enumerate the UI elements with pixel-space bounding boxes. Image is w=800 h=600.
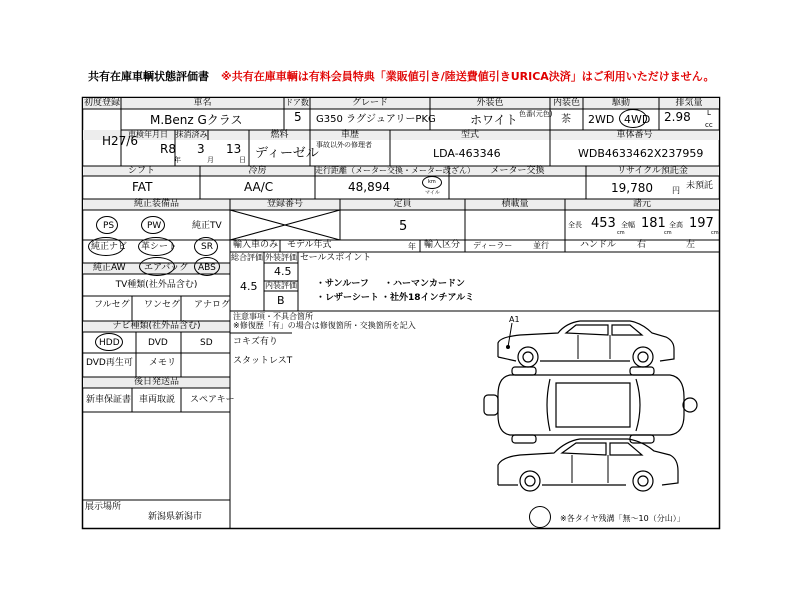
equip-pw-circle [141, 216, 165, 234]
label-meter-swap: メーター交換 [490, 166, 545, 176]
label-fuel: 燃料 [270, 130, 289, 140]
equip-navi: 純正ナビ [91, 242, 128, 252]
int-color-value: 茶 [561, 114, 571, 125]
dim-length-unit: cm [617, 230, 625, 236]
label-tv: TV種類(社外品含む) [115, 280, 198, 290]
equip-sr: SR [201, 242, 213, 252]
label-unused: 抹消済み [175, 130, 208, 139]
sales-leather: ・レザーシート [316, 293, 379, 303]
equip-ps: PS [103, 221, 115, 231]
recycle-value: 19,780 [611, 181, 653, 195]
equip-pw: PW [147, 221, 162, 231]
label-grade: グレード [351, 98, 388, 108]
tv-oneseg: ワンセグ [144, 300, 181, 310]
label-location: 展示場所 [85, 502, 122, 512]
drive-4wd-circle [619, 109, 647, 128]
grade-value: G350 ラグジュアリーPKG [316, 114, 436, 125]
nav-hdd-circle [95, 333, 123, 351]
equip-leather-circle [138, 237, 174, 256]
ext-eval-value: 4.5 [274, 265, 292, 278]
tv-analog: アナログ [194, 300, 231, 310]
label-first-reg: 初度登録 [83, 98, 120, 108]
unit-day: 日 [239, 156, 246, 164]
label-std-equip: 純正装備品 [133, 199, 179, 209]
nav-dvd-play: DVD再生可 [86, 358, 133, 368]
label-displacement: 排気量 [675, 98, 703, 108]
label-ac: 冷房 [248, 166, 267, 176]
label-import-only: 輸入車のみ [233, 240, 279, 250]
mileage-value: 48,894 [348, 180, 390, 194]
fuel-value: ディーゼル [255, 146, 319, 161]
nav-dvd: DVD [148, 338, 168, 348]
label-sales-points: セールスポイント [300, 253, 372, 263]
dim-height-label: 全高 [669, 221, 683, 229]
model-value: LDA-463346 [433, 147, 501, 160]
unit-model-year: 年 [408, 242, 416, 251]
notice-text: ※共有在庫車輌は有料会員特典「業販値引き/陸送費値引きURICA決済」はご利用いただけません。 [221, 70, 715, 83]
note-scratches: コキズ有り [233, 337, 278, 347]
label-body: 車歴 [340, 130, 359, 140]
nav-sd: SD [200, 338, 213, 348]
equip-airbag: エアバッグ [144, 263, 189, 273]
label-nav: ナビ種類(社外品含む) [112, 321, 201, 331]
unit-month: 月 [207, 156, 214, 164]
drive-4wd: 4WD [624, 113, 651, 126]
sales-sunroof: ・サンルーフ [316, 279, 369, 289]
dim-width-value: 181 [641, 216, 666, 231]
unit-cc: cc [705, 121, 713, 129]
after-warranty: 新車保証書 [86, 395, 132, 405]
ext-color-value: ホワイト [470, 113, 518, 127]
label-total-eval: 総合評価 [231, 253, 263, 262]
handle-right: 右 [637, 240, 647, 250]
equip-aw: 純正AW [93, 263, 126, 273]
label-model-year: モデル年式 [287, 240, 332, 250]
tire-note: ※各タイヤ残溝「無～10（分山）」 [560, 514, 685, 523]
equip-leather: 革シート [141, 242, 178, 252]
equip-abs-circle [194, 257, 220, 276]
color-no-label: 色番(元色) [519, 110, 553, 118]
label-chassis: 車体番号 [616, 130, 653, 140]
sales-harman: ・ハーマンカードン [384, 279, 466, 289]
int-eval-value: B [277, 294, 285, 307]
label-capacity: 定員 [393, 199, 412, 209]
equip-abs: ABS [198, 263, 216, 273]
insp-year: R8 [160, 142, 176, 156]
ac-value: AA/C [244, 180, 274, 194]
first-reg-value: H27/6 [102, 134, 138, 148]
label-notes: 注意事項・不具合箇所 [233, 312, 313, 321]
chassis-value: WDB4633462X237959 [578, 147, 704, 160]
capacity-value: 5 [399, 219, 408, 234]
page-title: 共有在庫車輌状態評価書 [88, 70, 209, 83]
nav-memory: メモリ [149, 358, 177, 368]
label-after: 後日発送品 [133, 377, 179, 387]
location-value: 新潟県新潟市 [148, 512, 203, 522]
unit-year: 年 [174, 156, 181, 164]
unit-yen: 円 [672, 186, 680, 195]
equip-sr-circle [194, 237, 218, 256]
label-drive: 駆動 [611, 98, 630, 108]
tire-circle [529, 506, 551, 528]
note-studless: スタットレスT [233, 356, 293, 366]
pre-owner-label: 事故以外の修理者 [316, 141, 372, 149]
car-name-value: M.Benz Gクラス [150, 113, 243, 127]
total-eval-value: 4.5 [240, 280, 258, 293]
insp-day: 13 [226, 142, 242, 156]
label-load: 積載量 [501, 199, 529, 209]
insp-month: 3 [197, 142, 205, 156]
label-int-color: 内装色 [552, 98, 580, 108]
dim-length-label: 全長 [568, 221, 582, 229]
label-recycle: リサイクル預託金 [617, 166, 688, 176]
sales-alloy: ・社外18インチアルミ [381, 293, 475, 303]
not-deposited: 未預託 [686, 181, 714, 191]
label-model: 型式 [460, 130, 479, 140]
label-handle: ハンドル [580, 240, 617, 250]
label-import-cat: 輸入区分 [424, 240, 461, 250]
label-doors: ドア数 [285, 98, 309, 107]
dim-width-unit: cm [664, 230, 672, 236]
unit-l: L [707, 109, 711, 117]
label-inspection: 車検年月日 [128, 130, 168, 139]
label-reg-no: 登録番号 [266, 199, 303, 209]
label-mileage: 走行距離（メーター交換・メーター改ざん） [315, 166, 475, 175]
label-dims: 諸元 [632, 199, 651, 209]
drive-2wd: 2WD [588, 113, 615, 126]
handle-left: 左 [686, 240, 696, 250]
shift-value: FAT [132, 180, 153, 194]
import-parallel: 並行 [533, 241, 549, 250]
label-ext-color: 外装色 [476, 98, 504, 108]
equip-navi-circle [88, 237, 124, 256]
equip-airbag-circle [139, 257, 175, 276]
after-spare-key: スペアキー [190, 395, 235, 405]
unit-mile: マイル [425, 190, 440, 196]
car-diagram [480, 315, 700, 500]
equip-ps-circle [96, 216, 118, 234]
label-car-name: 車名 [193, 98, 212, 108]
dim-height-unit: cm [711, 230, 719, 236]
dim-width-label: 全幅 [621, 221, 635, 229]
dim-height-value: 197 [689, 216, 714, 231]
dim-length-value: 453 [591, 216, 616, 231]
after-manual: 車両取説 [139, 395, 176, 405]
unit-km: km [428, 179, 436, 185]
equip-tv: 純正TV [192, 221, 222, 231]
label-shift: シフト [127, 166, 155, 176]
doors-value: 5 [294, 110, 302, 124]
import-dealer: ディーラー [473, 241, 513, 250]
label-int-eval: 内装評価 [265, 281, 297, 290]
tv-fullseg: フルセグ [94, 300, 130, 310]
nav-hdd: HDD [99, 338, 120, 348]
repair-note: ※修復歴「有」の場合は修復箇所・交換箇所を記入 [233, 321, 416, 330]
displacement-value: 2.98 [664, 110, 691, 124]
damage-a1-label: A1 [509, 315, 520, 324]
label-ext-eval: 外装評価 [265, 253, 297, 262]
